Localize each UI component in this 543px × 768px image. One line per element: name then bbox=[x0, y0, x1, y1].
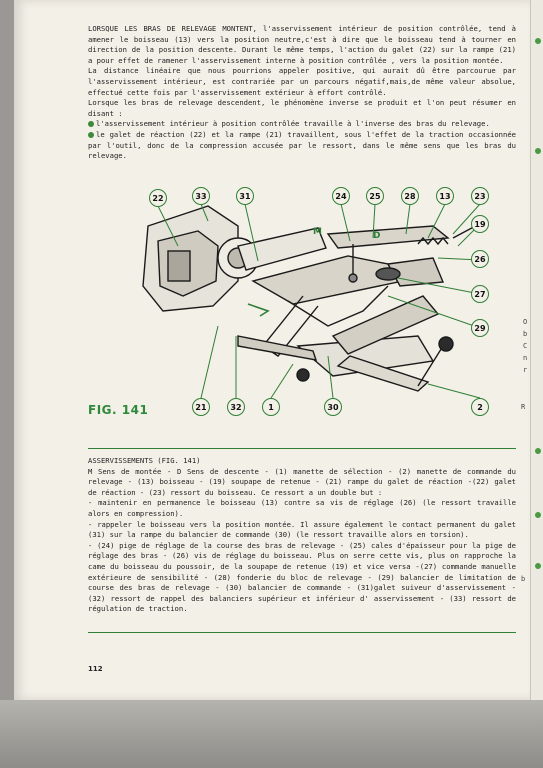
legend-top-rule bbox=[88, 448, 516, 449]
sense-mark-d: D bbox=[373, 231, 381, 241]
body-text bbox=[88, 24, 516, 162]
legend-paragraph: - (24) pige de réglage de la course des bras de relevage - (25) cales d'épaisseur pour la pige de réglage des bras - (26) vis de réglage du boisseau. Plus on serre cette vis, plus on rapproche la came du boisseau du poussoir, de la soupape de retenue (19) et vice versa -(27) commande manuelle extérieure de sensibilité - (28) fonderie du bloc de relevage - (29) balancier de limitation de course des bras de relevage - (30) balancier de commande - (31)galet suiveur d'asservissement - (32) ressort de rappel des balanciers supérieur et inférieur d' asservissement - (33) ressort de régulation de traction. bbox=[88, 540, 516, 614]
margin-dot bbox=[535, 512, 541, 518]
legend-paragraph: M Sens de montée - D Sens de descente - (1) manette de sélection - (2) manette de commande du relevage - (13) boisseau - (19) soupape de retenue - (21) rampe du galet de réaction -(22) galet de réaction - (23) ressort du boisseau. Ce ressort a un double but : bbox=[88, 466, 516, 497]
bullet-icon bbox=[88, 121, 94, 127]
margin-text: b bbox=[521, 575, 526, 583]
bullet-item bbox=[88, 119, 516, 130]
margin-text: R bbox=[521, 403, 526, 411]
callout-33: 33 bbox=[192, 187, 210, 205]
bullet-item bbox=[88, 130, 516, 162]
adjacent-page-edge bbox=[530, 0, 543, 700]
mechanism-illustration bbox=[88, 186, 516, 426]
paragraph: Lorsque les bras de relevage descendent, le phénomène inverse se produit et l'on peut résumer en disant : bbox=[88, 98, 516, 118]
callout-32: 32 bbox=[227, 398, 245, 416]
callout-25: 25 bbox=[366, 187, 384, 205]
paragraph: LORSQUE LES BRAS DE RELEVAGE MONTENT, l'asservissement intérieur de position contrôlée, tend à amener le boisseau (13) vers la position neutre,c'est à dire que le boisseau tend à tourner en direction de la position descente. Durant le même temps, l'action du galet (22) sur la rampe (21) a pour effet de ramener l'asservissement interne à position contrôlée , vers la position montée. bbox=[88, 24, 516, 65]
callout-22: 22 bbox=[149, 189, 167, 207]
margin-dot bbox=[535, 448, 541, 454]
figure-label: FIG. 141 bbox=[88, 403, 149, 417]
margin-text: C bbox=[523, 342, 528, 350]
callout-24: 24 bbox=[332, 187, 350, 205]
margin-dot bbox=[535, 148, 541, 154]
margin-dot bbox=[535, 38, 541, 44]
callout-29: 29 bbox=[471, 319, 489, 337]
bullet-text: le galet de réaction (22) et la rampe (21) travaillent, sous l'effet de la traction occasionnée par l'outil, donc de la compression accusée par le ressort, dans le même sens que les bras du relevage. bbox=[88, 129, 516, 161]
margin-text: b bbox=[523, 330, 528, 338]
callout-13: 13 bbox=[436, 187, 454, 205]
paragraph: La distance linéaire que nous pourrions appeler positive, qui aurait dû être parcourue par l'asservissement intérieur, est contrariée par un parcours négatif,mais,de même valeur absolue, effectué cette fois par l'asservissement extérieur à effort contrôlé. bbox=[88, 66, 516, 97]
legend-bottom-rule bbox=[88, 632, 516, 633]
legend-text bbox=[88, 456, 516, 615]
callout-1: 1 bbox=[262, 398, 280, 416]
callout-26: 26 bbox=[471, 250, 489, 268]
margin-text: O bbox=[523, 318, 528, 326]
bullet-text: l'asservissement intérieur à position contrôlée travaille à l'inverse des bras du relevage. bbox=[96, 119, 490, 129]
callout-28: 28 bbox=[401, 187, 419, 205]
margin-text: n bbox=[523, 354, 528, 362]
callout-23: 23 bbox=[471, 187, 489, 205]
legend-paragraph: - maintenir en permanence le boisseau (13) contre sa vis de réglage (26) (le ressort travaille alors en compression). bbox=[88, 498, 516, 518]
callout-19: 19 bbox=[471, 215, 489, 233]
legend-paragraph: - rappeler le boisseau vers la position montée. Il assure également le contact permanent du galet (31) sur la rampe du balancier de commande (30) (le ressort travaille alors en torsion). bbox=[88, 519, 516, 540]
bullet-icon bbox=[88, 132, 94, 138]
margin-text: r bbox=[523, 366, 528, 374]
margin-dot bbox=[535, 563, 541, 569]
legend-title: ASSERVISSEMENTS (FIG. 141) bbox=[88, 456, 201, 465]
callout-27: 27 bbox=[471, 285, 489, 303]
callout-21: 21 bbox=[192, 398, 210, 416]
callout-2: 2 bbox=[471, 398, 489, 416]
scan-background bbox=[0, 700, 543, 768]
callout-31: 31 bbox=[236, 187, 254, 205]
sense-mark-m: M bbox=[313, 227, 322, 237]
mechanism-drawing bbox=[88, 186, 516, 426]
callout-30: 30 bbox=[324, 398, 342, 416]
page-number: 112 bbox=[88, 665, 103, 673]
